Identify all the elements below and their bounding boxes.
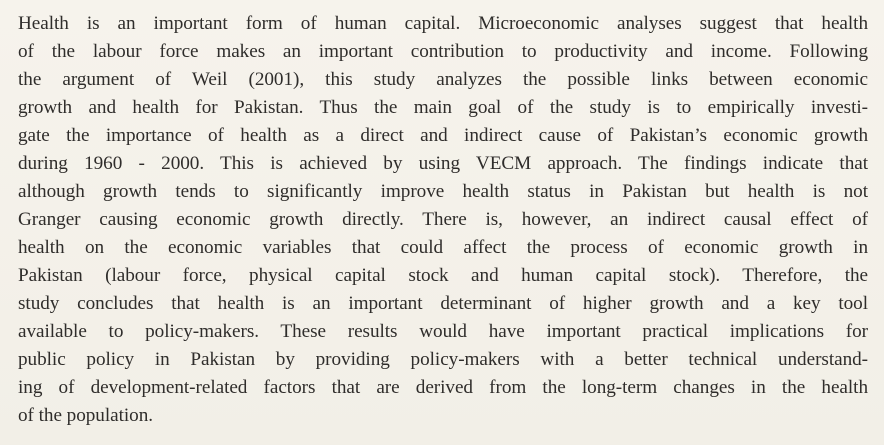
abstract-line-13: public policy in Pakistan by providing policy-makers with a better technical understand- <box>18 349 868 370</box>
abstract-line-7: although growth tends to significantly improve health status in Pakistan but health is not <box>18 181 868 202</box>
abstract-line-8: Granger causing economic growth directly. There is, however, an indirect causal effect of <box>18 209 868 230</box>
abstract-line-5: gate the importance of health as a direct and indirect cause of Pakistan’s economic growth <box>18 125 868 146</box>
abstract-line-4: growth and health for Pakistan. Thus the main goal of the study is to empirically investi- <box>18 97 868 118</box>
abstract-line-14: ing of development-related factors that are derived from the long-term changes in the health <box>18 377 868 398</box>
abstract-line-9: health on the economic variables that could affect the process of economic growth in <box>18 237 868 258</box>
abstract-line-3: the argument of Weil (2001), this study analyzes the possible links between economic <box>18 69 868 90</box>
abstract-line-12: available to policy-makers. These results would have important practical implications for <box>18 321 868 342</box>
abstract-line-6: during 1960 - 2000. This is achieved by using VECM approach. The findings indicate that <box>18 153 868 174</box>
abstract-line-11: study concludes that health is an important determinant of higher growth and a key tool <box>18 293 868 314</box>
abstract-line-2: of the labour force makes an important contribution to productivity and income. Following <box>18 41 868 62</box>
abstract-line-15: of the population. <box>18 405 153 426</box>
abstract-line-1: Health is an important form of human capital. Microeconomic analyses suggest that health <box>18 13 868 34</box>
abstract-line-10: Pakistan (labour force, physical capital stock and human capital stock). Therefore, the <box>18 265 868 286</box>
